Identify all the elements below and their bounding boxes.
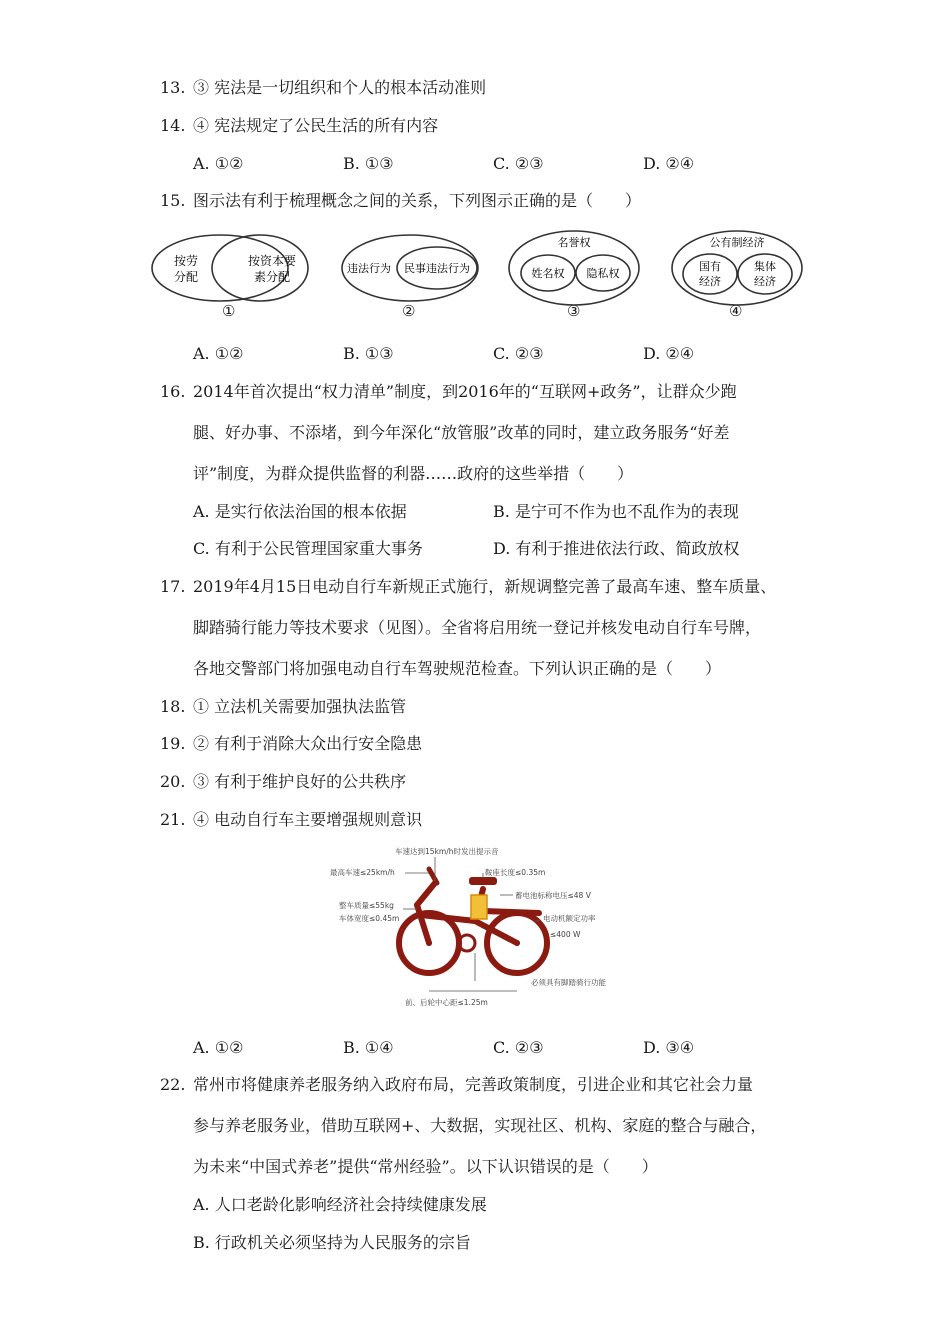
label-battery: 蓄电池标称电压≤48 V [515,891,591,900]
question-number: 13. [160,78,186,97]
label-motor-b: ≤400 W [550,930,581,939]
option-b[interactable]: B. ①④ [343,1038,394,1057]
label-mass: 整车质量≤55kg [339,901,394,910]
question-number: 20. [160,772,186,791]
diagram-3 [509,231,639,305]
diagram-4 [672,231,802,305]
diagram-3-right-label: 隐私权 [586,267,620,280]
diagram-1-left-line2: 分配 [173,270,199,284]
option-d[interactable]: D. ②④ [643,344,695,363]
label-wheelbase: 前、后轮中心距≤1.25m [405,998,488,1007]
statement-text: ③ 有利于维护良好的公共秩序 [193,772,407,791]
question-text-line: 常州市将健康养老服务纳入政府布局，完善政策制度，引进企业和其它社会力量 [193,1075,754,1094]
question-text-line: 为未来“中国式养老”提供“常州经验”。以下认识错误的是（ ） [193,1157,658,1176]
label-width: 车体宽度≤0.45m [339,914,400,923]
option-a[interactable]: A. 人口老龄化影响经济社会持续健康发展 [193,1195,487,1214]
question-text-line: 各地交警部门将加强电动自行车驾驶规范检查。下列认识正确的是（ ） [193,659,722,678]
statement-text: ④ 电动自行车主要增强规则意识 [193,810,423,829]
diagram-2-number: ② [402,302,416,320]
option-c[interactable]: C. ②③ [493,1038,544,1057]
diagram-1 [152,235,308,301]
diagram-4-left-line1: 国有 [699,260,721,273]
diagram-4-right-line2: 经济 [754,275,776,288]
option-a[interactable]: A. ①② [193,344,244,363]
diagram-4-right-line1: 集体 [754,260,776,273]
label-motor-a: 电动机额定功率 [543,914,596,923]
ebike-figure [325,843,625,1013]
label-saddle: 鞍座长度≤0.35m [485,868,546,877]
statement-text: ② 有利于消除大众出行安全隐患 [193,734,423,753]
question-text-line: 脚踏骑行能力等技术要求（见图）。全省将启用统一登记并核发电动自行车号牌， [193,618,762,637]
concept-diagrams [140,222,820,332]
label-pedal: 必须具有脚踏骑行功能 [531,978,606,987]
question-number: 15. [160,191,186,210]
diagram-4-left-line2: 经济 [699,275,721,288]
option-c[interactable]: C. 有利于公民管理国家重大事务 [193,539,423,558]
option-b[interactable]: B. 行政机关必须坚持为人民服务的宗旨 [193,1233,471,1252]
question-number: 19. [160,734,186,753]
option-b[interactable]: B. 是宁可不作为也不乱作为的表现 [493,502,739,521]
statement-text: ③ 宪法是一切组织和个人的根本活动准则 [193,78,487,97]
diagram-3-top-label: 名誉权 [557,236,591,249]
option-d[interactable]: D. ③④ [643,1038,695,1057]
label-speed-warning: 车速达到15km/h时发出提示音 [395,847,499,856]
diagram-2 [342,235,478,301]
diagram-3-number: ③ [567,302,581,320]
question-text-line: 评”制度，为群众提供监督的利器……政府的这些举措（ ） [193,464,634,483]
diagram-1-right-line2: 素分配 [253,270,291,284]
diagram-2-outer-label: 违法行为 [347,262,391,275]
question-number: 21. [160,810,186,829]
label-max-speed: 最高车速≤25km/h [330,868,395,877]
diagram-1-left-line1: 按劳 [173,254,199,268]
diagram-2-inner-label: 民事违法行为 [404,262,470,275]
question-number: 14. [160,116,186,135]
question-number: 22. [160,1075,186,1094]
question-number: 16. [160,382,186,401]
statement-text: ④ 宪法规定了公民生活的所有内容 [193,116,439,135]
option-a[interactable]: A. 是实行依法治国的根本依据 [193,502,407,521]
option-a[interactable]: A. ①② [193,1038,244,1057]
ebike-labels [330,846,606,1007]
diagram-3-left-label: 姓名权 [531,267,565,280]
question-text-line: 参与养老服务业，借助互联网+、大数据，实现社区、机构、家庭的整合与融合， [193,1116,767,1135]
statement-text: ① 立法机关需要加强执法监管 [193,697,407,716]
option-b[interactable]: B. ①③ [343,154,394,173]
diagram-4-top-label: 公有制经济 [709,236,765,249]
option-d[interactable]: D. ②④ [643,154,695,173]
question-text-line: 2019年4月15日电动自行车新规正式施行，新规调整完善了最高车速、整车质量、 [193,577,777,596]
question-number: 17. [160,577,186,596]
option-c[interactable]: C. ②③ [493,154,544,173]
diagram-1-number: ① [222,302,236,320]
diagram-1-right-line1: 按资本要 [247,254,297,268]
question-text: 图示法有利于梳理概念之间的关系，下列图示正确的是（ ） [193,191,642,210]
question-text-line: 2014年首次提出“权力清单”制度，到2016年的“互联网+政务”，让群众少跑 [193,382,737,401]
option-a[interactable]: A. ①② [193,154,244,173]
question-text-line: 腿、好办事、不添堵，到今年深化“放管服”改革的同时，建立政务服务“好差 [193,423,730,442]
option-d[interactable]: D. 有利于推进依法行政、简政放权 [493,539,740,558]
diagram-4-number: ④ [729,302,743,320]
option-c[interactable]: C. ②③ [493,344,544,363]
option-b[interactable]: B. ①③ [343,344,394,363]
question-number: 18. [160,697,186,716]
